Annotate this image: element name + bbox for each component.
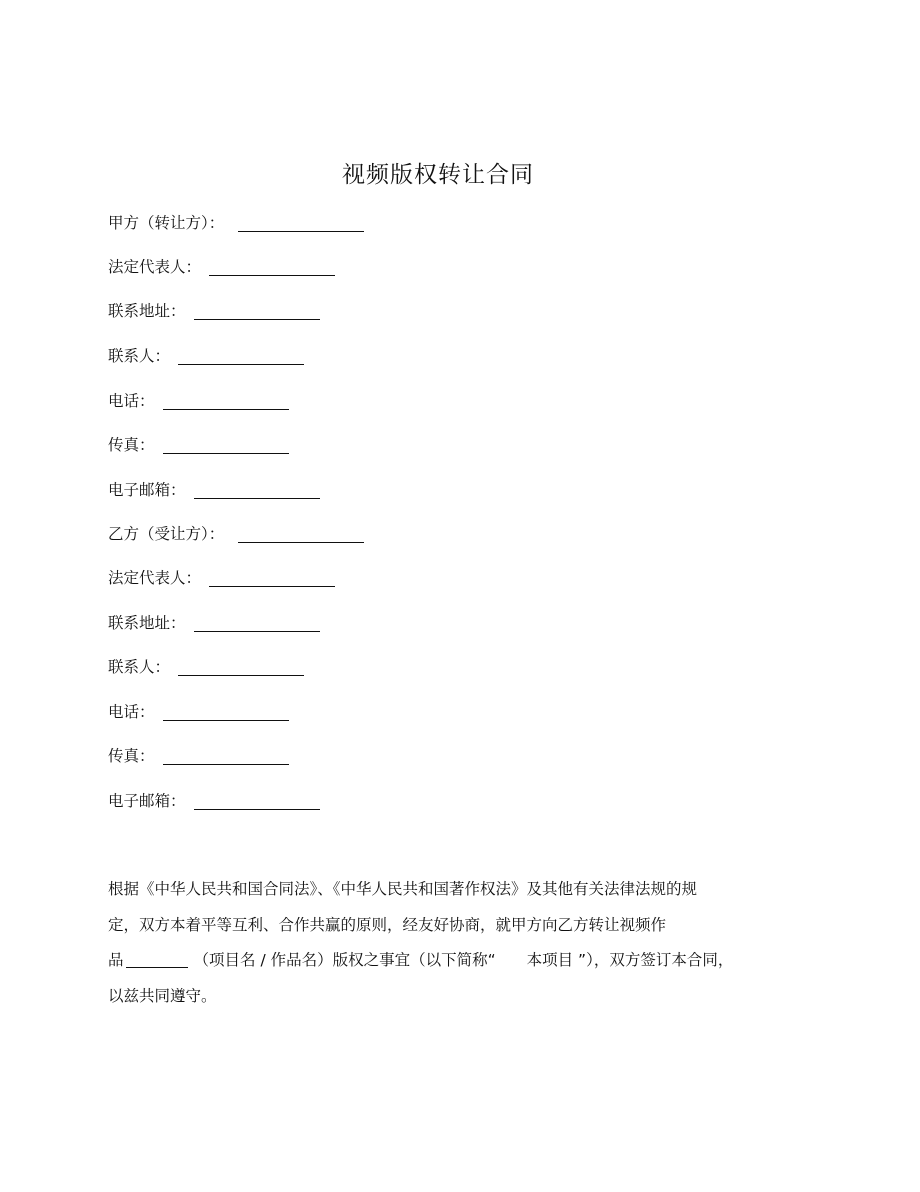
preamble-line-3-suffix: （项目名 / 作品名）版权之事宜（以下简称“ 本项目 ”），双方签订本合同，: [193, 951, 734, 969]
party-a-legal-rep-row: [108, 256, 335, 278]
party-a-heading: 甲方（转让方）：: [108, 214, 225, 232]
party-a-heading-row: [108, 212, 364, 234]
party-b-contact-blank: [178, 674, 304, 676]
party-b-email-label: 电子邮箱：: [108, 792, 186, 810]
party-b-email-row: [108, 790, 320, 812]
party-b-phone-row: [108, 701, 289, 723]
contract-title: 视频版权转让合同: [342, 162, 534, 188]
party-b-address-row: [108, 612, 320, 634]
party-a-phone-row: [108, 390, 289, 412]
party-b-fax-blank: [163, 763, 289, 765]
party-b-address-label: 联系地址：: [108, 614, 186, 632]
party-a-address-blank: [194, 318, 320, 320]
party-b-heading: 乙方（受让方）：: [108, 525, 225, 543]
party-a-fax-label: 传真：: [108, 436, 155, 454]
party-b-legal-rep-blank: [209, 585, 335, 587]
party-b-fax-label: 传真：: [108, 747, 155, 765]
party-a-email-label: 电子邮箱：: [108, 481, 186, 499]
preamble-line-3-prefix: 品: [108, 951, 124, 969]
party-a-name-blank: [238, 230, 364, 232]
party-b-heading-row: [108, 523, 364, 545]
party-a-address-row: [108, 300, 320, 322]
preamble-line-3: [108, 949, 733, 971]
party-a-fax-blank: [163, 452, 289, 454]
party-a-email-row: [108, 479, 320, 501]
party-a-contact-label: 联系人：: [108, 347, 171, 365]
party-b-email-blank: [194, 808, 320, 810]
party-b-address-blank: [194, 630, 320, 632]
party-b-legal-rep-row: [108, 567, 335, 589]
party-a-fax-row: [108, 434, 289, 456]
preamble-line-2: 定，双方本着平等互利、合作共赢的原则，经友好协商，就甲方向乙方转让视频作: [108, 916, 667, 934]
party-b-name-blank: [238, 541, 364, 543]
party-a-contact-blank: [178, 363, 304, 365]
party-b-legal-rep-label: 法定代表人：: [108, 569, 202, 587]
party-a-phone-blank: [163, 408, 289, 410]
preamble-line-4: 以兹共同遵守。: [108, 987, 217, 1005]
preamble-line-1: 根据《中华人民共和国合同法》、《中华人民共和国著作权法》及其他有关法律法规的规: [108, 880, 698, 898]
party-b-phone-blank: [163, 719, 289, 721]
party-a-legal-rep-label: 法定代表人：: [108, 258, 202, 276]
party-b-fax-row: [108, 745, 289, 767]
party-b-contact-row: [108, 656, 304, 678]
party-b-contact-label: 联系人：: [108, 658, 171, 676]
party-a-legal-rep-blank: [209, 274, 335, 276]
party-a-contact-row: [108, 345, 304, 367]
party-a-phone-label: 电话：: [108, 392, 155, 410]
party-b-phone-label: 电话：: [108, 703, 155, 721]
party-a-email-blank: [194, 497, 320, 499]
project-name-blank: [126, 966, 188, 968]
party-a-address-label: 联系地址：: [108, 302, 186, 320]
